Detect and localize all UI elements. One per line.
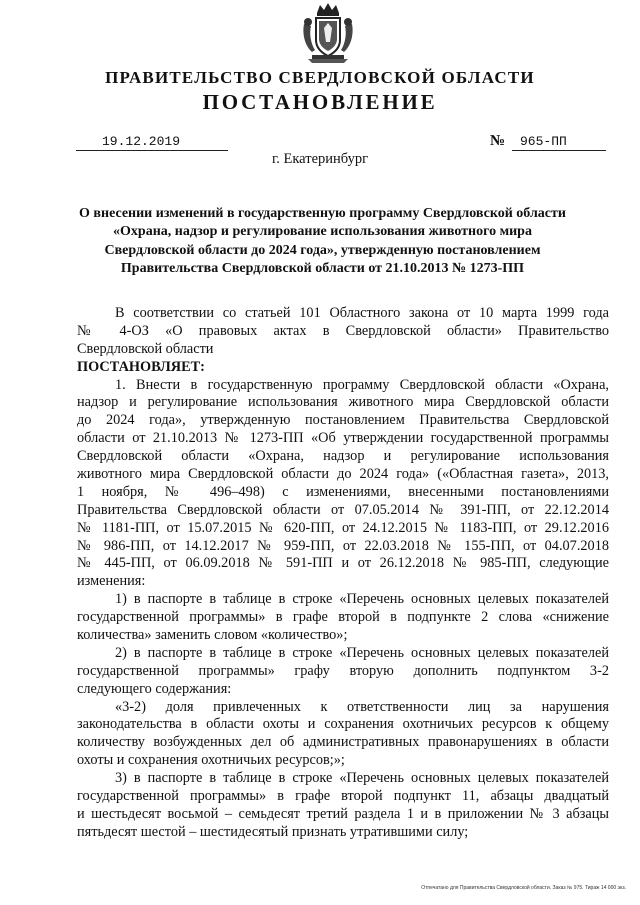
text-line: области от 21.10.2013 № 1273-ПП «Об утверждении государственной программы bbox=[77, 430, 609, 447]
document-type: ПОСТАНОВЛЕНИЕ bbox=[202, 90, 438, 114]
paragraph-item-1 bbox=[77, 377, 609, 592]
document-number: 965-ПП bbox=[512, 134, 606, 151]
text-line: 3) в паспорте в таблице в строке «Перечень основных целевых показателей bbox=[115, 770, 609, 787]
text-line: Правительства Свердловской области от 07.05.2014 № 391-ПП, от 22.12.2014 bbox=[77, 501, 609, 518]
number-sign: № bbox=[490, 133, 506, 149]
text-line: количества» заменить словом «количество»; bbox=[77, 627, 348, 644]
government-title: ПРАВИТЕЛЬСТВО СВЕРДЛОВСКОЙ ОБЛАСТИ bbox=[105, 68, 535, 87]
document-heading bbox=[70, 205, 575, 278]
text-line: № 4-ОЗ «О правовых актах в Свердловской области» Правительство bbox=[77, 322, 609, 339]
resolves-heading: ПОСТАНОВЛЯЕТ: bbox=[77, 358, 205, 375]
text-line: В соответствии со статьей 101 Областного закона от 10 марта 1999 года bbox=[115, 305, 609, 321]
heading-line: «Охрана, надзор и регулирование использования животного мира bbox=[113, 224, 532, 240]
document-body bbox=[77, 305, 609, 842]
text-line: № 1181-ПП, от 15.07.2015 № 620-ПП, от 24.12.2015 № 1183-ПП, от 29.12.2016 bbox=[77, 519, 609, 536]
text-line: государственной программы» графу вторую дополнить подпунктом 3-2 bbox=[77, 662, 609, 679]
text-line: государственной программы» в графе второй подпункт 11, абзацы двадцатый bbox=[77, 788, 609, 805]
heading-line: Свердловской области до 2024 года», утвержденную постановлением bbox=[104, 242, 541, 258]
text-line: до 2024 года», утвержденную постановлением Правительства Свердловской bbox=[77, 412, 609, 429]
paragraph-subitem-1 bbox=[77, 591, 609, 645]
heading-line: Правительства Свердловской области от 21.10.2013 № 1273-ПП bbox=[120, 260, 525, 276]
heading-line: О внесении изменений в государственную программу Свердловской области bbox=[79, 206, 566, 221]
text-line: Свердловской области «Охрана, надзор и регулирование использования bbox=[77, 448, 609, 465]
text-line: Свердловской области bbox=[77, 340, 214, 357]
text-line: охоты и сохранения охотничьих ресурсов;»; bbox=[77, 752, 345, 769]
text-line: 2) в паспорте в таблице в строке «Перечень основных целевых показателей bbox=[115, 644, 609, 661]
text-line: № 445-ПП, от 06.09.2018 № 591-ПП и от 26.12.2018 № 985-ПП, следующие bbox=[77, 555, 609, 572]
paragraph-subitem-2 bbox=[77, 645, 609, 699]
text-line: «3-2) доля привлеченных к ответственности лиц за нарушения bbox=[115, 698, 609, 715]
text-line: государственной программы» в графе второй в подпункте 2 слова «снижение bbox=[77, 609, 609, 626]
paragraph-preamble bbox=[77, 305, 609, 359]
paragraph-quote bbox=[77, 699, 609, 771]
paragraph-subitem-3 bbox=[77, 770, 609, 842]
coat-of-arms-icon bbox=[300, 2, 356, 64]
text-line: пятьдесят шестой – шестидесятый признать утратившими силу; bbox=[77, 823, 469, 840]
text-line: законодательства в области охоты и сохранения охотничьих ресурсов к общему bbox=[77, 716, 609, 733]
text-line: следующего содержания: bbox=[77, 680, 232, 697]
text-line: и шестьдесят восьмой – семьдесят третий раздела 1 и в приложении № 3 абзацы bbox=[77, 805, 609, 822]
city: г. Екатеринбург bbox=[271, 151, 369, 167]
text-line: 1) в паспорте в таблице в строке «Перечень основных целевых показателей bbox=[115, 591, 609, 608]
text-line: 1. Внести в государственную программу Свердловской области «Охрана, bbox=[115, 376, 609, 393]
text-line: 1 ноября, № 496–498) с изменениями, внесенными постановлениями bbox=[77, 483, 609, 500]
text-line: № 986-ПП, от 14.12.2017 № 959-ПП, от 22.03.2018 № 155-ПП, от 04.07.2018 bbox=[77, 537, 609, 554]
text-line: количеству возбужденных дел об административных правонарушениях в области bbox=[77, 734, 609, 751]
text-line: изменения: bbox=[77, 573, 146, 590]
document-date: 19.12.2019 bbox=[76, 134, 228, 151]
text-line: надзор и регулирование использования животного мира Свердловской области bbox=[77, 394, 609, 411]
text-line: животного мира Свердловской области до 2024 года» («Областная газета», 2013, bbox=[77, 466, 609, 483]
print-footer: Отпечатано для Правительства Свердловской области. Заказ № 975. Тираж 14 000 экз. bbox=[421, 885, 626, 891]
